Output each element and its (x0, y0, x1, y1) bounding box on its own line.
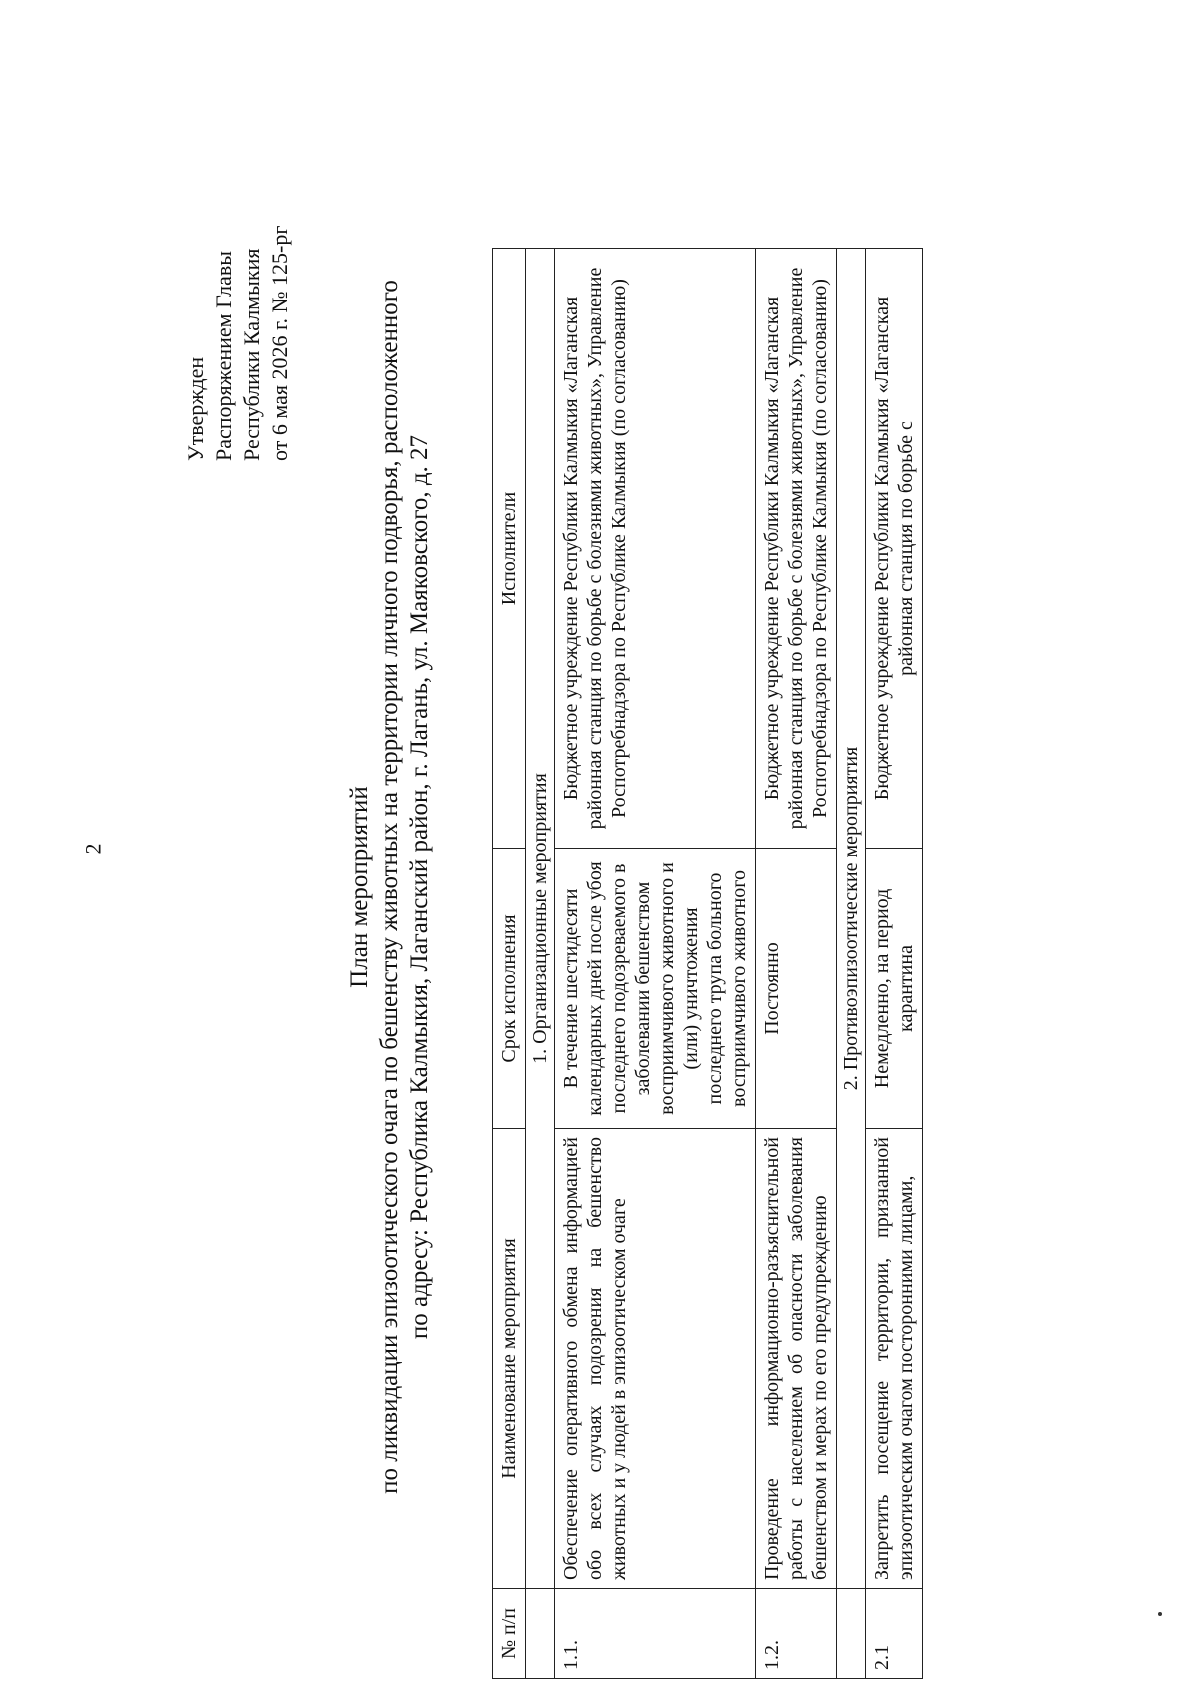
approval-line: Республики Калмыкия (239, 248, 264, 461)
section-row (526, 249, 555, 1679)
table-row (866, 249, 923, 1679)
table-row (555, 249, 756, 1679)
document-title (345, 267, 435, 1507)
title-line: План мероприятий (346, 786, 373, 988)
table-header-row (493, 249, 526, 1679)
row-num: 2.1 (866, 1589, 923, 1679)
table-row (756, 249, 837, 1679)
approval-stamp (182, 226, 294, 461)
approval-line: от 6 мая 2026 г. № 125-рг (267, 225, 292, 461)
section-title: 2. Противоэпизоотические мероприятия (837, 249, 866, 1589)
row-term: Постоянно (756, 849, 837, 1129)
row-exec: Бюджетное учреждение Республики Калмыкия «Лаганская районная станция по борьбе с (866, 249, 923, 849)
header-name: Наименование мероприятия (493, 1129, 526, 1589)
scan-speck (1158, 1612, 1162, 1616)
row-name: Проведение информационно-разъяснительной работы с населением об опасности заболевания бешенством и мерах по его предупреждению (756, 1129, 837, 1589)
row-term: Немедленно, на период карантина (866, 849, 923, 1129)
title-line: по ликвидации эпизоотического очага по бешенству животных на территории личного подворья, расположенного (376, 280, 403, 1494)
row-term: В течение шестидесяти календарных дней после убоя последнего подозреваемого в заболевании бешенством восприимчивого животного и (или) уничтожения последнего трупа больного восприимчивого животного (555, 849, 756, 1129)
plan-table (492, 248, 923, 1679)
row-exec: Бюджетное учреждение Республики Калмыкия «Лаганская районная станция по борьбе с болезнями животных», Управление Роспотребнадзора по Республике Калмыкия (по согласованию) (756, 249, 837, 849)
page-number: 2 (80, 843, 106, 855)
row-name: Обеспечение оперативного обмена информацией обо всех случаях подозрения на бешенство животных и у людей в эпизоотическом очаге (555, 1129, 756, 1589)
header-exec: Исполнители (493, 249, 526, 849)
row-num: 1.1. (555, 1589, 756, 1679)
row-name: Запретить посещение территории, признанной эпизоотическим очагом посторонними лицами, (866, 1129, 923, 1589)
approval-line: Утвержден (183, 356, 208, 461)
row-exec: Бюджетное учреждение Республики Калмыкия «Лаганская районная станция по борьбе с болезнями животных», Управление Роспотребнадзора по Республике Калмыкия (по согласованию) (555, 249, 756, 849)
header-num: № п/п (493, 1589, 526, 1679)
section-row (837, 249, 866, 1679)
header-term: Срок исполнения (493, 849, 526, 1129)
approval-line: Распоряжением Главы (211, 250, 236, 461)
row-num: 1.2. (756, 1589, 837, 1679)
title-line: по адресу: Республика Калмыкия, Лаганский район, г. Лагань, ул. Маяковского, д. 27 (406, 434, 433, 1340)
section-title: 1. Организационные мероприятия (526, 249, 555, 1589)
